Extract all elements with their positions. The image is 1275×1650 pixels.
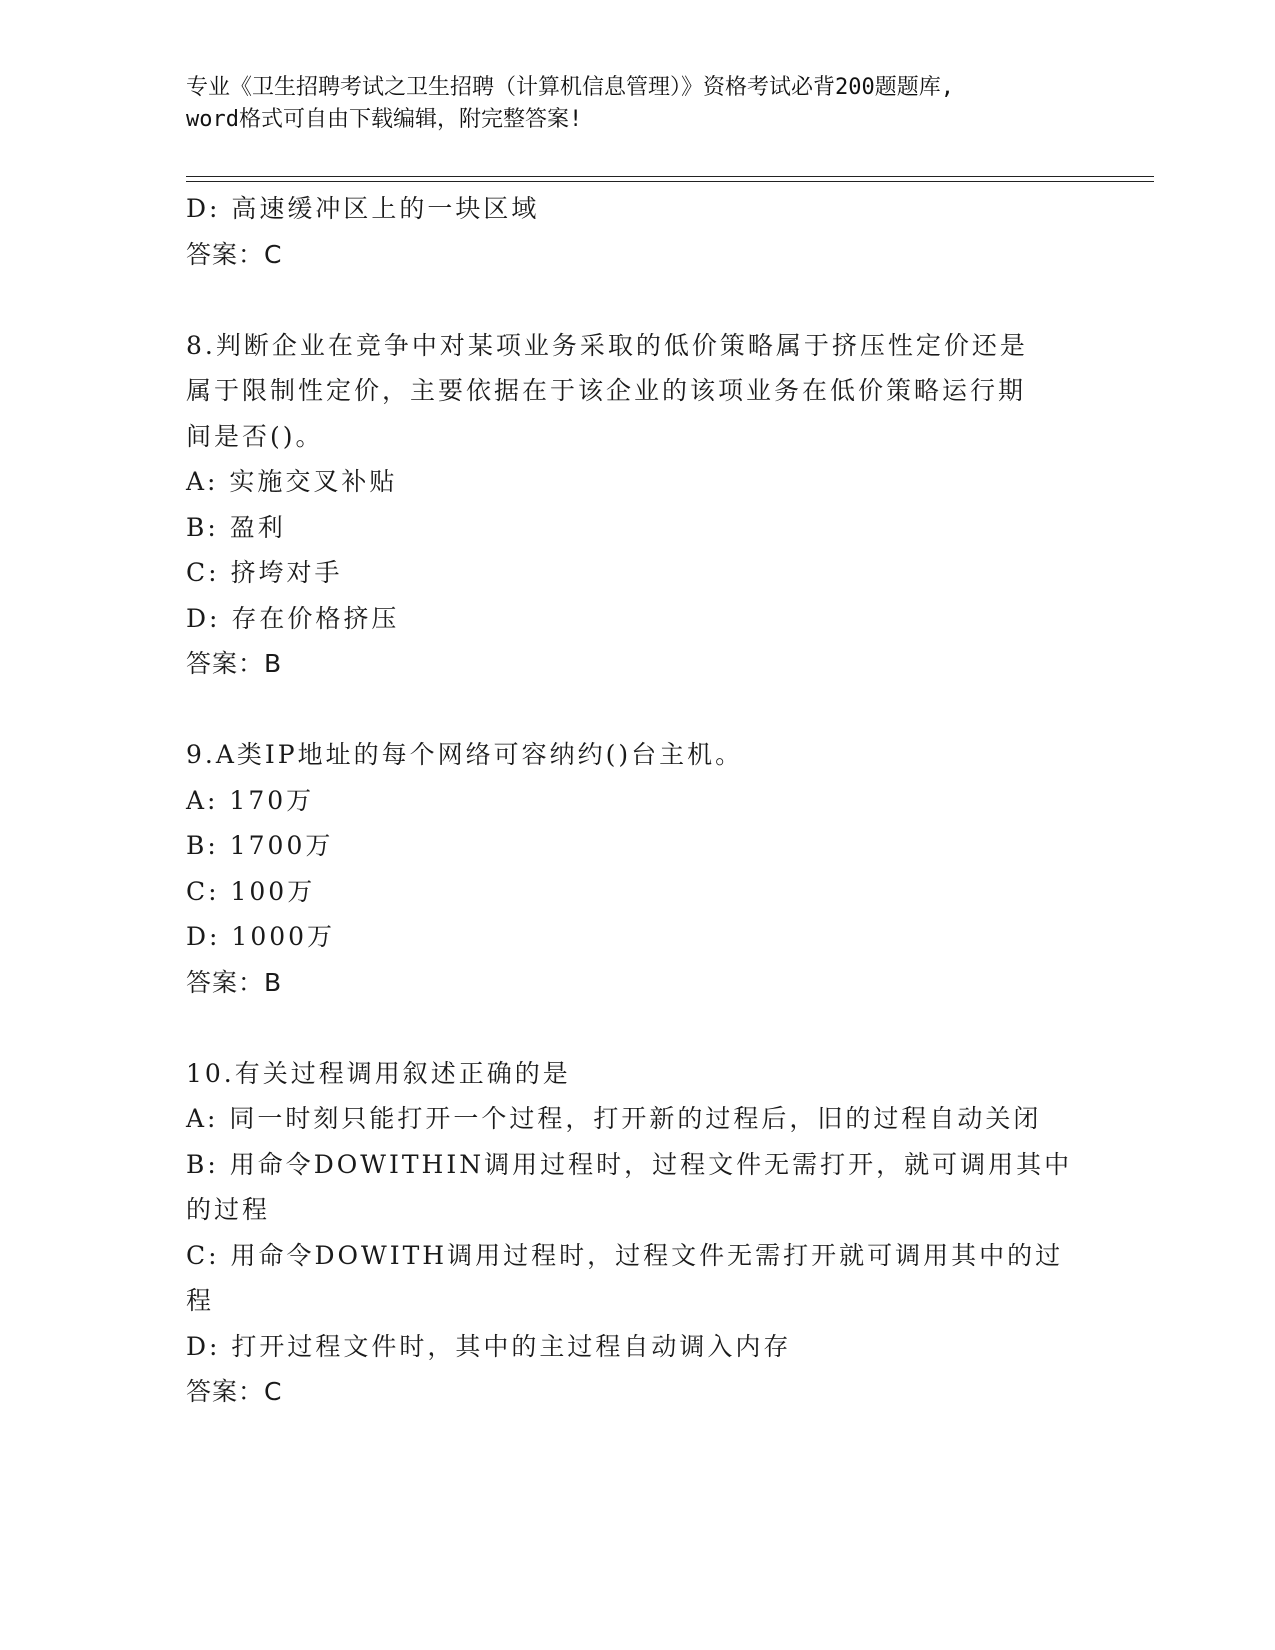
header-divider-bottom bbox=[186, 181, 1154, 182]
question-stem: 8.判断企业在竞争中对某项业务采取的低价策略属于挤压性定价还是 bbox=[186, 330, 1028, 360]
question-stem: 间是否()。 bbox=[186, 421, 324, 451]
question-stem: 10.有关过程调用叙述正确的是 bbox=[186, 1058, 571, 1088]
option-c: C: 100万 bbox=[186, 876, 316, 906]
answer: 答案：B bbox=[186, 649, 283, 678]
question-7-tail bbox=[186, 186, 1086, 277]
document-header bbox=[186, 72, 1086, 136]
option-a: A: 170万 bbox=[186, 785, 315, 815]
option-c: C: 用命令DOWITH调用过程时，过程文件无需打开就可调用其中的过 bbox=[186, 1240, 1064, 1270]
option-c: C: 挤垮对手 bbox=[186, 558, 343, 587]
spacer bbox=[186, 277, 1086, 323]
question-8 bbox=[186, 323, 1086, 687]
option-d: D: 打开过程文件时，其中的主过程自动调入内存 bbox=[186, 1331, 792, 1361]
spacer bbox=[186, 1005, 1086, 1051]
header-line-1: 专业《卫生招聘考试之卫生招聘（计算机信息管理）》资格考试必背200题题库, bbox=[186, 75, 954, 100]
option-c-continued: 程 bbox=[186, 1286, 215, 1315]
question-stem: 9.A类IP地址的每个网络可容纳约()台主机。 bbox=[186, 740, 744, 769]
option-d: D: 1000万 bbox=[186, 922, 336, 951]
option-b: B: 1700万 bbox=[186, 831, 334, 860]
option-b: B: 盈利 bbox=[186, 512, 286, 542]
option-b-continued: 的过程 bbox=[186, 1195, 271, 1224]
answer: 答案：C bbox=[186, 1377, 283, 1406]
option-b: B: 用命令DOWITHIN调用过程时，过程文件无需打开，就可调用其中 bbox=[186, 1149, 1073, 1179]
option-a: A: 实施交叉补贴 bbox=[186, 467, 398, 496]
spacer bbox=[186, 687, 1086, 733]
answer: 答案：B bbox=[186, 967, 283, 997]
question-list bbox=[186, 186, 1086, 1415]
question-10 bbox=[186, 1051, 1086, 1415]
option-d: D: 高速缓冲区上的一块区域 bbox=[186, 194, 540, 223]
option-d: D: 存在价格挤压 bbox=[186, 603, 400, 633]
header-line-2: word格式可自由下载编辑，附完整答案! bbox=[186, 107, 583, 132]
option-a: A: 同一时刻只能打开一个过程，打开新的过程后，旧的过程自动关闭 bbox=[186, 1104, 1042, 1133]
answer: 答案：C bbox=[186, 239, 283, 269]
question-9 bbox=[186, 732, 1086, 1005]
question-stem: 属于限制性定价，主要依据在于该企业的该项业务在低价策略运行期 bbox=[186, 376, 1027, 405]
header-divider-top bbox=[186, 176, 1154, 177]
